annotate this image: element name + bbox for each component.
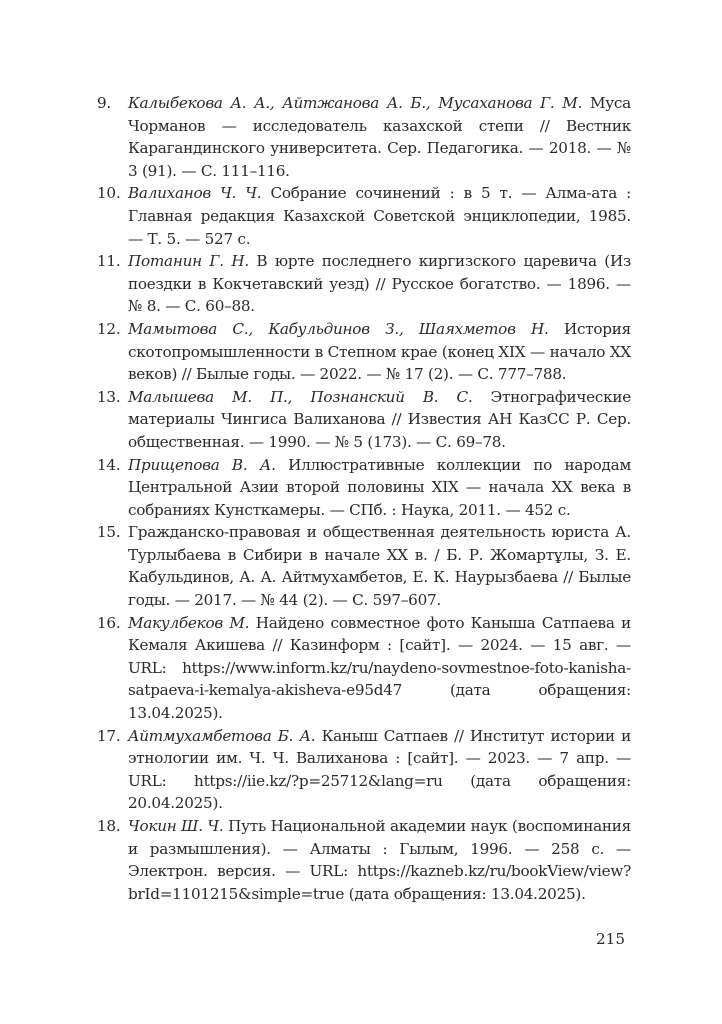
reference-text: Муса Чорманов — исследователь казахской степи // Вестник Карагандинского университета. Сер. Педагогика. — 2018. — № 3 (91). — С. 111–116. [128, 94, 631, 180]
reference-number: 12. [97, 319, 121, 338]
reference-number: 10. [97, 184, 121, 203]
reference-text: Этнографические материалы Чингиса Валиханова // Известия АН КазСС Р. Сер. общественная. — 1990. — № 5 (173). — С. 69–78. [128, 387, 632, 451]
reference-text: История скотопромышленности в Степном крае (конец XIX — начало XX веков) // Былые годы. — 2022. — № 17 (2). — С. 777–788. [128, 319, 631, 384]
reference-text: Путь Национальной академии наук (воспоминания и размышления). — Алматы : Гылым, 1996. — 258 с. — Электрон. версия. — URL: https://kazneb.kz/ru/bookView/view?brId=1101215&simple=true (дата обращения: 13.04.2025). [128, 817, 631, 903]
reference-item [97, 612, 631, 725]
reference-item [97, 250, 631, 318]
reference-number: 14. [97, 455, 121, 474]
reference-author: Мамытова С., Кабульдинов З., Шаяхметов Н. [128, 319, 549, 338]
reference-number: 13. [97, 387, 121, 406]
reference-text: В юрте последнего киргизского царевича (Из поездки в Кокчетавский уезд) // Русское богатство. — 1896. — № 8. — С. 60–88. [128, 252, 631, 316]
reference-author: Прищепова В. А. [128, 455, 276, 474]
reference-item [97, 725, 631, 815]
reference-number: 18. [97, 817, 121, 835]
reference-author: Макулбеков М. [128, 613, 250, 632]
reference-author: Валиханов Ч. Ч. [128, 184, 262, 203]
reference-number: 15. [97, 523, 121, 542]
reference-item [97, 182, 631, 250]
reference-author: Чокин Ш. Ч. [128, 817, 224, 835]
reference-author: Айтмухамбетова Б. А. [128, 726, 316, 745]
reference-text: Собрание сочинений : в 5 т. — Алма-ата : Главная редакция Казахской Советской энциклопедии, 1985. — Т. 5. — 527 с. [128, 184, 631, 248]
reference-number: 17. [97, 726, 121, 745]
reference-item [97, 386, 631, 454]
reference-item [97, 454, 631, 522]
reference-number: 9. [97, 94, 111, 112]
reference-item [97, 92, 631, 182]
reference-author: Калыбекова А. А., Айтжанова А. Б., Мусаханова Г. М. [128, 94, 583, 112]
reference-text: Каныш Сатпаев // Институт истории и этнологии им. Ч. Ч. Валиханова : [сайт]. — 2023. — 7 апр. — URL: https://iie.kz/?p=25712&lang=ru (дата обращения: 20.04.2025). [128, 726, 631, 813]
reference-number: 16. [97, 613, 121, 632]
reference-author: Потанин Г. Н. [128, 252, 249, 271]
reference-item [97, 318, 631, 386]
reference-item [97, 521, 631, 611]
reference-text: Гражданско-правовая и общественная деятельность юриста А. Турлыбаева в Сибири в начале XX в. / Б. Р. Жомартұлы, З. Е. Кабульдинов, А. А. Айтмухамбетов, Е. К. Наурызбаева // Былые годы. — 2017. — № 44 (2). — С. 597–607. [128, 523, 631, 610]
reference-list [97, 92, 631, 905]
reference-text: Найдено совместное фото Каныша Сатпаева и Кемаля Акишева // Казинформ : [сайт]. — 2024. — 15 авг. — URL: https://www.inform.kz/ru/naydeno-sovmestnoe-foto-kanisha-satpaeva-i-kemalya-akisheva-e95d47 (дата обращения: 13.04.2025). [128, 613, 631, 723]
reference-text: Иллюстративные коллекции по народам Центральной Азии второй половины XIX — начала XX века в собраниях Кунсткамеры. — СПб. : Наука, 2011. — 452 с. [128, 455, 632, 519]
page-number: 215 [596, 930, 625, 948]
reference-number: 11. [97, 252, 121, 271]
reference-author: Малышева М. П., Познанский В. С. [128, 387, 473, 406]
reference-item [97, 815, 631, 905]
